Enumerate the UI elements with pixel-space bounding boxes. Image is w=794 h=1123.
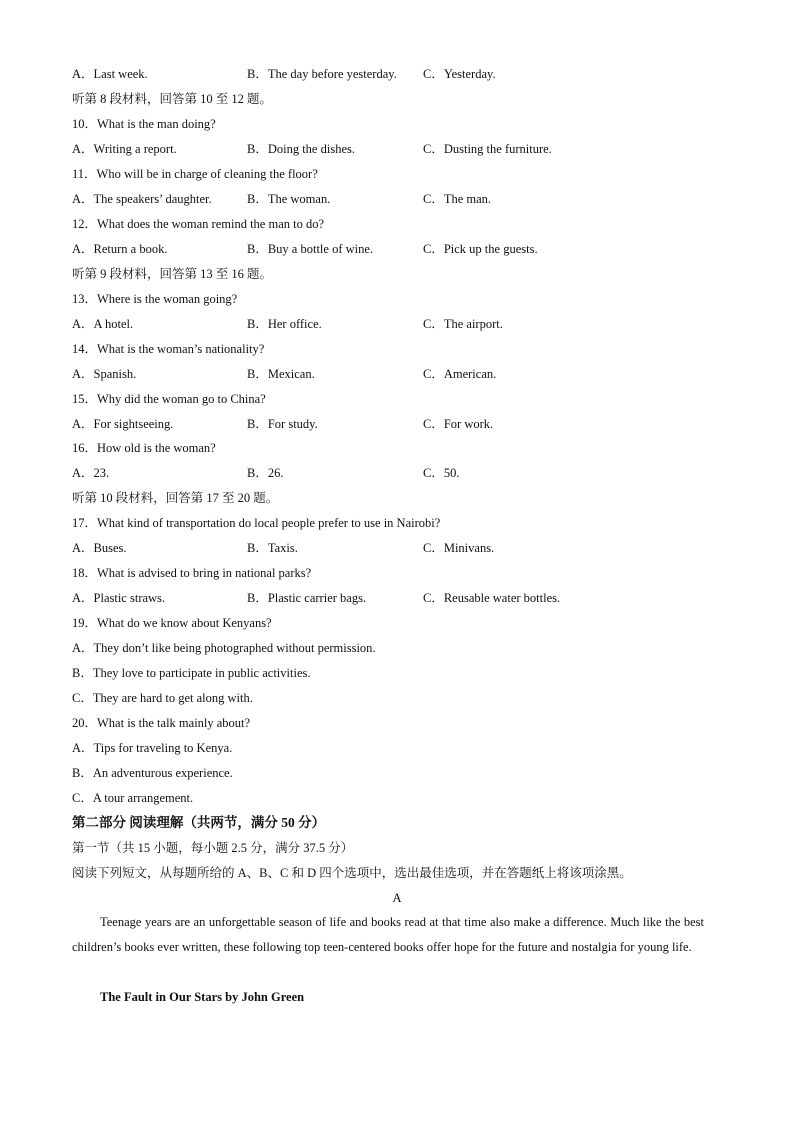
option-a: A．Plastic straws. <box>72 591 166 605</box>
option-20a: A．Tips for traveling to Kenya. <box>72 741 233 755</box>
option-c: C．Dusting the furniture. <box>423 142 552 156</box>
option-c: C．Yesterday. <box>423 67 496 81</box>
option-c: C．The airport. <box>423 317 503 331</box>
option-b: B．For study. <box>247 417 318 431</box>
option-c: C．Reusable water bottles. <box>423 591 561 605</box>
option-c: C．Pick up the guests. <box>423 242 538 256</box>
option-c: C．The man. <box>423 192 492 206</box>
option-20c: C．A tour arrangement. <box>72 791 194 805</box>
option-a: A．23. <box>72 466 110 480</box>
passage-label: A <box>392 891 402 905</box>
book-title: The Fault in Our Stars by John Green <box>100 990 305 1004</box>
question-10: 10．What is the man doing? <box>72 117 216 131</box>
option-a: A．Writing a report. <box>72 142 177 156</box>
option-b: B．Her office. <box>247 317 322 331</box>
passage-paragraph: Teenage years are an unforgettable season of life and books read at that time also make a difference. Much like the best children’s books ever written, these following top teen-centered books offer hope for the future and nostalgia for young life. <box>72 915 704 954</box>
option-a: A．Buses. <box>72 541 127 555</box>
question-11: 11．Who will be in charge of cleaning the floor? <box>72 167 318 181</box>
part-two-heading: 第二部分 阅读理解（共两节，满分 50 分） <box>72 815 326 830</box>
option-b: B．The day before yesterday. <box>247 67 397 81</box>
option-b: B．Plastic carrier bags. <box>247 591 367 605</box>
section-instruction-8: 听第 8 段材料，回答第 10 至 12 题。 <box>72 92 273 106</box>
question-12: 12．What does the woman remind the man to do? <box>72 217 325 231</box>
option-a: A．A hotel. <box>72 317 134 331</box>
section-one-heading: 第一节（共 15 小题，每小题 2.5 分，满分 37.5 分） <box>72 841 354 855</box>
option-a: A．For sightseeing. <box>72 417 174 431</box>
reading-instruction: 阅读下列短文，从每题所给的 A、B、C 和 D 四个选项中，选出最佳选项，并在答题纸上将该项涂黑。 <box>72 866 632 880</box>
option-c: C．50. <box>423 466 460 480</box>
question-20: 20．What is the talk mainly about? <box>72 716 251 730</box>
option-c: C．American. <box>423 367 497 381</box>
option-20b: B．An adventurous experience. <box>72 766 233 780</box>
option-19c: C．They are hard to get along with. <box>72 691 253 705</box>
question-19: 19．What do we know about Kenyans? <box>72 616 272 630</box>
question-13: 13．Where is the woman going? <box>72 292 238 306</box>
option-b: B．The woman. <box>247 192 331 206</box>
option-a: A．Last week. <box>72 67 148 81</box>
option-c: C．Minivans. <box>423 541 495 555</box>
question-14: 14．What is the woman’s nationality? <box>72 342 265 356</box>
option-19a: A．They don’t like being photographed without permission. <box>72 641 376 655</box>
option-a: A．Return a book. <box>72 242 168 256</box>
question-16: 16．How old is the woman? <box>72 441 216 455</box>
option-a: A．Spanish. <box>72 367 137 381</box>
section-instruction-10: 听第 10 段材料，回答第 17 至 20 题。 <box>72 491 279 505</box>
section-instruction-9: 听第 9 段材料，回答第 13 至 16 题。 <box>72 267 273 281</box>
option-c: C．For work. <box>423 417 494 431</box>
option-19b: B．They love to participate in public activities. <box>72 666 311 680</box>
option-b: B．26. <box>247 466 284 480</box>
option-b: B．Mexican. <box>247 367 315 381</box>
option-b: B．Taxis. <box>247 541 298 555</box>
option-a: A．The speakers’ daughter. <box>72 192 212 206</box>
question-15: 15．Why did the woman go to China? <box>72 392 266 406</box>
question-18: 18．What is advised to bring in national parks? <box>72 566 312 580</box>
option-b: B．Buy a bottle of wine. <box>247 242 374 256</box>
option-b: B．Doing the dishes. <box>247 142 355 156</box>
question-17: 17．What kind of transportation do local people prefer to use in Nairobi? <box>72 516 441 530</box>
